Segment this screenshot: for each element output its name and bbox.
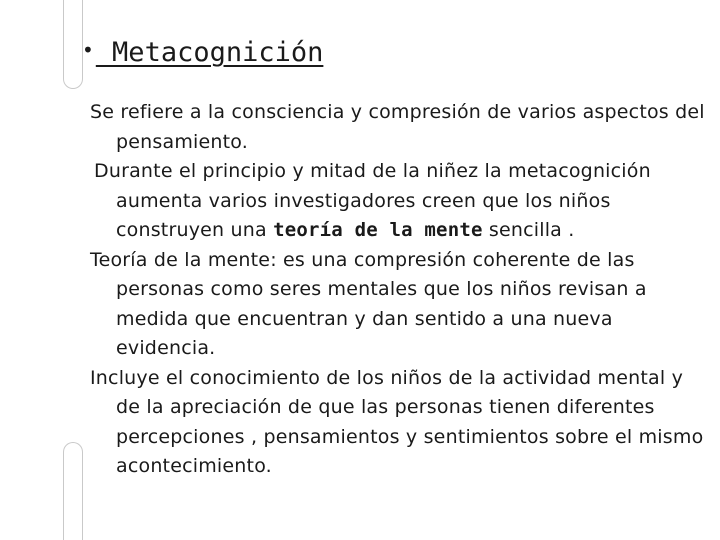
- decorative-frame-bottom: [63, 442, 83, 540]
- paragraph-definition: Se refiere a la consciencia y compresión de varios aspectos del pensamiento.: [90, 101, 705, 153]
- title-text: Metacognición: [95, 37, 324, 68]
- paragraph-childhood: [88, 157, 708, 246]
- paragraph-theory-of-mind: Teoría de la mente: es una compresión coherente de las personas como seres mentales que los niños revisan a medida que encuentran y dan sentido a una nueva evidencia.: [90, 248, 647, 359]
- paragraph-childhood-text: Durante el principio y mitad de la niñez la metacognición aumenta varios investigadores creen que los niños construyen una: [94, 160, 651, 241]
- paragraph-childhood-end: sencilla .: [482, 219, 575, 241]
- slide-body: [88, 98, 708, 482]
- paragraph-includes: Incluye el conocimiento de los niños de la actividad mental y de la apreciación de que las personas tienen diferentes percepciones , pensamientos y sentimientos sobre el mismo acontecimiento.: [90, 366, 704, 477]
- theory-of-mind-term: teoría de la mente: [273, 219, 483, 241]
- slide-title: [82, 32, 323, 71]
- bullet-icon: •: [82, 38, 94, 62]
- decorative-frame-top: [63, 0, 83, 89]
